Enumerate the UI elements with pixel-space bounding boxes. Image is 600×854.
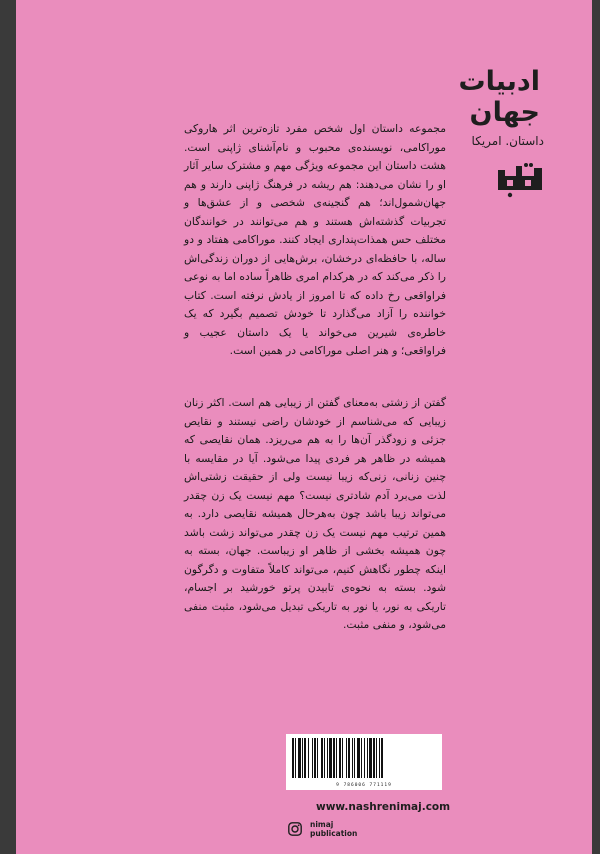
barcode-digits: 9 786006 771119	[336, 783, 392, 788]
blurb-paragraph-2: گفتن از زشتی به‌معنای گفتن از زیبایی هم است. اکثر زنان زیبایی که می‌شناسم از خودشان راضی نیستند و نقایص جزئی و زودگذر آن‌ها را به هم می‌ریزد. همان نقایصی که همیشه در ظاهر هر فردی پیدا می‌شود. آیا در مقایسه با چنین زنانی، زنی‌که زیبا نیست ولی از حقیقت زشتی‌اش لذت می‌برد آدم شادتری نیست؟ مهم نیست یک زن چقدر می‌تواند زیبا باشد چون به‌هرحال همیشه نقایصی دارد. به همین ترتیب مهم نیست یک زن چقدر می‌تواند زشت باشد چون همیشه بخشی از ظاهر او زیباست. جهان، بسته به اینکه چطور نگاهش کنیم، می‌تواند کاملاً متفاوت و دگرگون شود. بسته به نحوه‌ی تابیدن پرتو خورشید بر اجسام، تاریکی به نور، یا نور به تاریکی تبدیل می‌شود، مثبت منفی می‌شود، و منفی مثبت.	[184, 396, 446, 631]
instagram-line1: nimaj	[310, 820, 334, 829]
isbn-barcode	[286, 734, 442, 790]
instagram-handle-text	[310, 820, 357, 838]
series-title-line2: جهان	[469, 97, 540, 128]
series-title	[450, 66, 540, 128]
series-title-line1: ادبیات	[458, 66, 540, 97]
nimaj-logo-mark	[496, 162, 544, 200]
blurb-paragraph-1: مجموعه داستان اول شخص مفرد تازه‌ترین اثر هاروکی موراکامی، نویسنده‌ی محبوب و نام‌آشنای ژاپنی است. هشت داستان این مجموعه ویژگی مهم و مشترک سایر آثار او را نشان می‌دهند: هم ریشه در فرهنگ ژاپنی دارند و هم جهان‌شمول‌اند؛ هم گنجینه‌ی شخصی و از عشق‌ها و تجربیات گذشته‌اش هستند و هم می‌توانند در خوانندگان مختلف حس همذات‌پنداری ایجاد کنند. موراکامی هفتاد و دو ساله، با حافظه‌ای درخشان، برش‌هایی از دوران زندگی‌اش را ذکر می‌کند که در هرکدام امری ظاهراً ساده اما به نوعی فراواقعی رخ داده که تا امروز از یادش نرفته است. کتاب خواننده را آزاد می‌گذارد تا خودش تصمیم بگیرد که یک خاطره‌ی شیرین می‌خواند یا یک داستان عجیب و فراواقعی؛ و هنر اصلی موراکامی در همین است.	[184, 122, 446, 357]
book-back-cover	[16, 0, 592, 854]
publisher-logo	[496, 162, 544, 200]
genre-label: داستان. امریکا	[471, 134, 544, 148]
publisher-website[interactable]: www.nashrenimaj.com	[316, 801, 451, 813]
barcode-bars	[286, 734, 442, 782]
instagram-line2: publication	[310, 829, 358, 838]
instagram-icon	[288, 822, 302, 836]
